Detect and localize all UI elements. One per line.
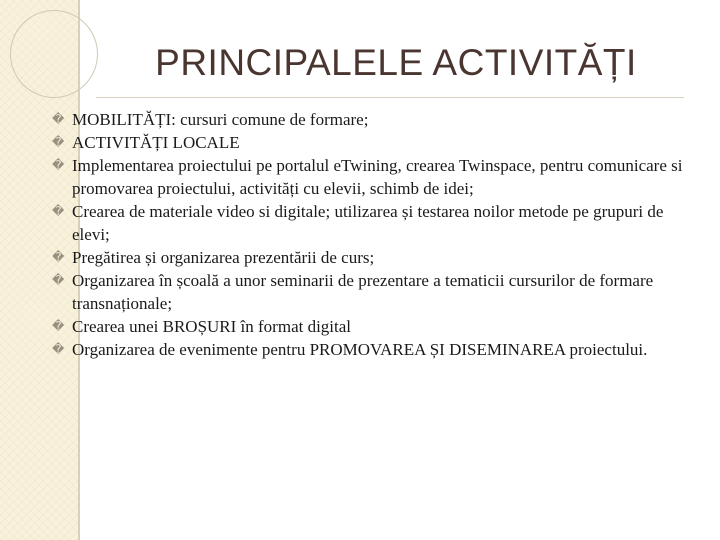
list-item-text: Pregătirea și organizarea prezentării de curs; — [72, 248, 375, 267]
bullet-box-icon: � — [52, 135, 65, 149]
list-item — [52, 338, 692, 361]
title-underline — [96, 97, 684, 98]
bullet-box-icon: � — [52, 158, 65, 172]
list-item-text: Organizarea de evenimente pentru PROMOVAREA ȘI DISEMINAREA proiectului. — [72, 340, 648, 359]
list-item — [52, 246, 692, 269]
list-item — [52, 131, 692, 154]
list-item — [52, 108, 692, 131]
bullet-box-icon: � — [52, 204, 65, 218]
list-item-text: Crearea unei BROȘURI în format digital — [72, 317, 352, 336]
list-item-text: ACTIVITĂȚI LOCALE — [72, 133, 240, 152]
list-item — [52, 269, 692, 315]
bullet-box-icon: � — [52, 250, 65, 264]
bullet-box-icon: � — [52, 112, 65, 126]
list-item — [52, 154, 692, 200]
page-title: PRINCIPALELE ACTIVITĂȚI — [155, 42, 637, 83]
list-item-text: Implementarea proiectului pe portalul eTwining, crearea Twinspace, pentru comunicare si promovarea proiectului, activități cu elevii, schimb de idei; — [72, 156, 683, 198]
list-item — [52, 200, 692, 246]
list-item — [52, 315, 692, 338]
bullet-box-icon: � — [52, 319, 65, 333]
bullet-box-icon: � — [52, 273, 65, 287]
list-item-text: MOBILITĂȚI: cursuri comune de formare; — [72, 110, 369, 129]
bullet-box-icon: � — [52, 342, 65, 356]
list-item-text: Crearea de materiale video si digitale; utilizarea și testarea noilor metode pe grupuri de elevi; — [72, 202, 664, 244]
activities-list — [52, 108, 692, 361]
list-item-text: Organizarea în școală a unor seminarii de prezentare a tematicii cursurilor de formare transnaționale; — [72, 271, 654, 313]
decorative-circle-icon — [10, 10, 98, 98]
